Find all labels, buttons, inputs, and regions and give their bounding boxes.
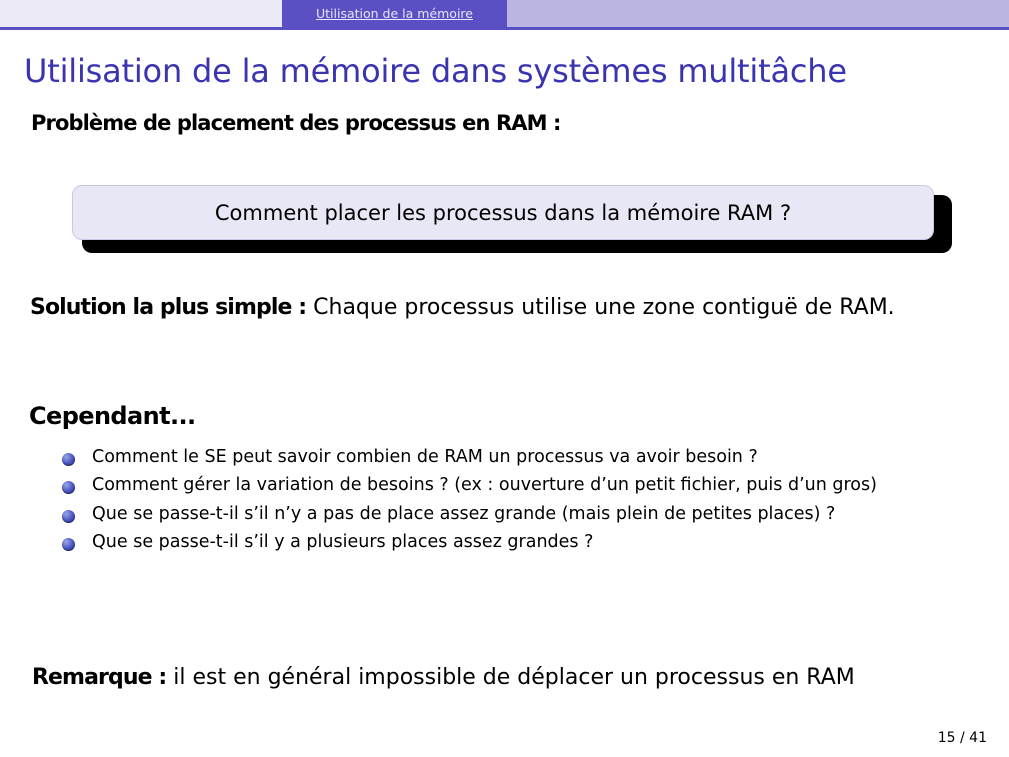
solution-text: Chaque processus utilise une zone contiguë de RAM.	[306, 295, 895, 320]
bullet-dot-icon	[62, 510, 75, 523]
topbar-link-container[interactable]	[282, 0, 507, 27]
top-navigation-bar	[0, 0, 1009, 27]
bullet-list	[62, 446, 992, 559]
page-number: 15 / 41	[937, 730, 987, 746]
breadcrumb-link[interactable]: Utilisation de la mémoire	[316, 6, 473, 21]
callout-text: Comment placer les processus dans la mémoire RAM ?	[214, 200, 792, 225]
list-item	[62, 474, 992, 497]
section-heading-problem: Problème de placement des processus en RAM :	[31, 111, 561, 135]
section-heading-cependant: Cependant...	[29, 402, 196, 430]
topbar-right-spacer	[507, 0, 1009, 27]
solution-label: Solution la plus simple :	[30, 295, 307, 320]
list-item	[62, 446, 992, 469]
callout-box	[72, 185, 952, 253]
remark-text: il est en général impossible de déplacer un processus en RAM	[166, 665, 855, 690]
page-title: Utilisation de la mémoire dans systèmes multitâche	[24, 52, 847, 90]
list-item-label: Comment le SE peut savoir combien de RAM un processus va avoir besoin ?	[92, 447, 758, 467]
bullet-dot-icon	[62, 538, 75, 551]
topbar-underline	[0, 27, 1009, 30]
bullet-dot-icon	[62, 453, 75, 466]
bullet-dot-icon	[62, 481, 75, 494]
remark-label: Remarque :	[32, 665, 167, 690]
solution-paragraph	[30, 292, 980, 323]
list-item	[62, 531, 992, 554]
callout-panel	[72, 185, 934, 240]
list-item-label: Comment gérer la variation de besoins ? (ex : ouverture d’un petit fichier, puis d’un gros)	[92, 475, 877, 496]
topbar-left-spacer	[0, 0, 282, 27]
remark-paragraph	[32, 665, 855, 690]
list-item-label: Que se passe-t-il s’il y a plusieurs places assez grandes ?	[92, 531, 594, 552]
list-item-label: Que se passe-t-il s’il n’y a pas de place assez grande (mais plein de petites places) ?	[92, 503, 836, 524]
list-item	[62, 503, 992, 526]
